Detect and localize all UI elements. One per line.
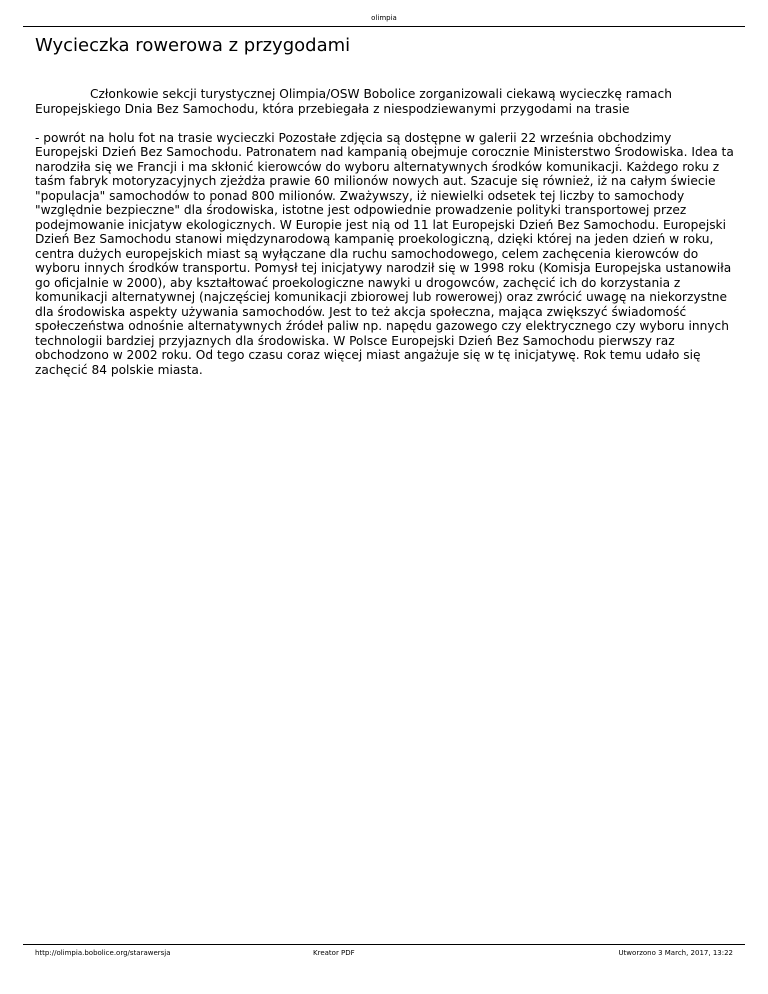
footer-divider bbox=[23, 944, 745, 945]
header-divider bbox=[23, 26, 745, 27]
header-site-name: olimpia bbox=[371, 14, 397, 22]
footer-creator: Kreator PDF bbox=[313, 949, 355, 957]
article-content bbox=[35, 87, 735, 377]
footer-created-date: Utworzono 3 March, 2017, 13:22 bbox=[618, 949, 733, 957]
article-body: - powrót na holu fot na trasie wycieczki Pozostałe zdjęcia są dostępne w galerii 22 września obchodzimy Europejski Dzień Bez Samochodu. Patronatem nad kampanią obejmuje corocznie Ministerstwo Środowiska. Idea ta narodziła się we Francji i ma skłonić kierowców do wyboru alternatywnych środków komunikacji. Każdego roku z taśm fabryk motoryzacyjnych zjeżdża prawie 60 milionów nowych aut. Szacuje się również, iż na całym świecie "populacja" samochodów to ponad 800 milionów. Zważywszy, iż niewielki odsetek tej liczby to samochody "względnie bezpieczne" dla środowiska, istotne jest odpowiednie prowadzenie polityki transportowej przez podejmowanie inicjatyw ekologicznych. W Europie jest nią od 11 lat Europejski Dzień Bez Samochodu. Europejski Dzień Bez Samochodu stanowi międzynarodową kampanię proekologiczną, dzięki której na jeden dzień w roku, centra dużych europejskich miast są wyłączane dla ruchu samochodowego, celem zachęcenia kierowców do wyboru innych środków transportu. Pomysł tej inicjatywy narodził się w 1998 roku (Komisja Europejska ustanowiła go oficjalnie w 2000), aby kształtować proekologiczne nawyki u drogowców, zachęcić ich do korzystania z komunikacji alternatywnej (najczęściej komunikacji zbiorowej lub rowerowej) oraz zwrócić uwagę na niekorzystne dla środowiska aspekty używania samochodów. Jest to też akcja społeczna, mająca zwiększyć świadomość społeczeństwa odnośnie alternatywnych źródeł paliw np. napędu gazowego czy elektrycznego czy wyboru innych technologii bardziej przyjaznych dla środowiska. W Polsce Europejski Dzień Bez Samochodu pierwszy raz obchodzono w 2002 roku. Od tego czasu coraz więcej miast angażuje się w tę inicjatywę. Rok temu udało się zachęcić 84 polskie miasta. bbox=[35, 130, 734, 377]
article-intro: Członkowie sekcji turystycznej Olimpia/OSW Bobolice zorganizowali ciekawą wycieczkę ramach Europejskiego Dnia Bez Samochodu, która przebiegała z niespodziewanymi przygodami na trasie bbox=[35, 87, 672, 116]
footer-source-url: http://olimpia.bobolice.org/starawersja bbox=[35, 949, 171, 957]
page-title: Wycieczka rowerowa z przygodami bbox=[35, 35, 351, 56]
footer bbox=[35, 949, 733, 959]
